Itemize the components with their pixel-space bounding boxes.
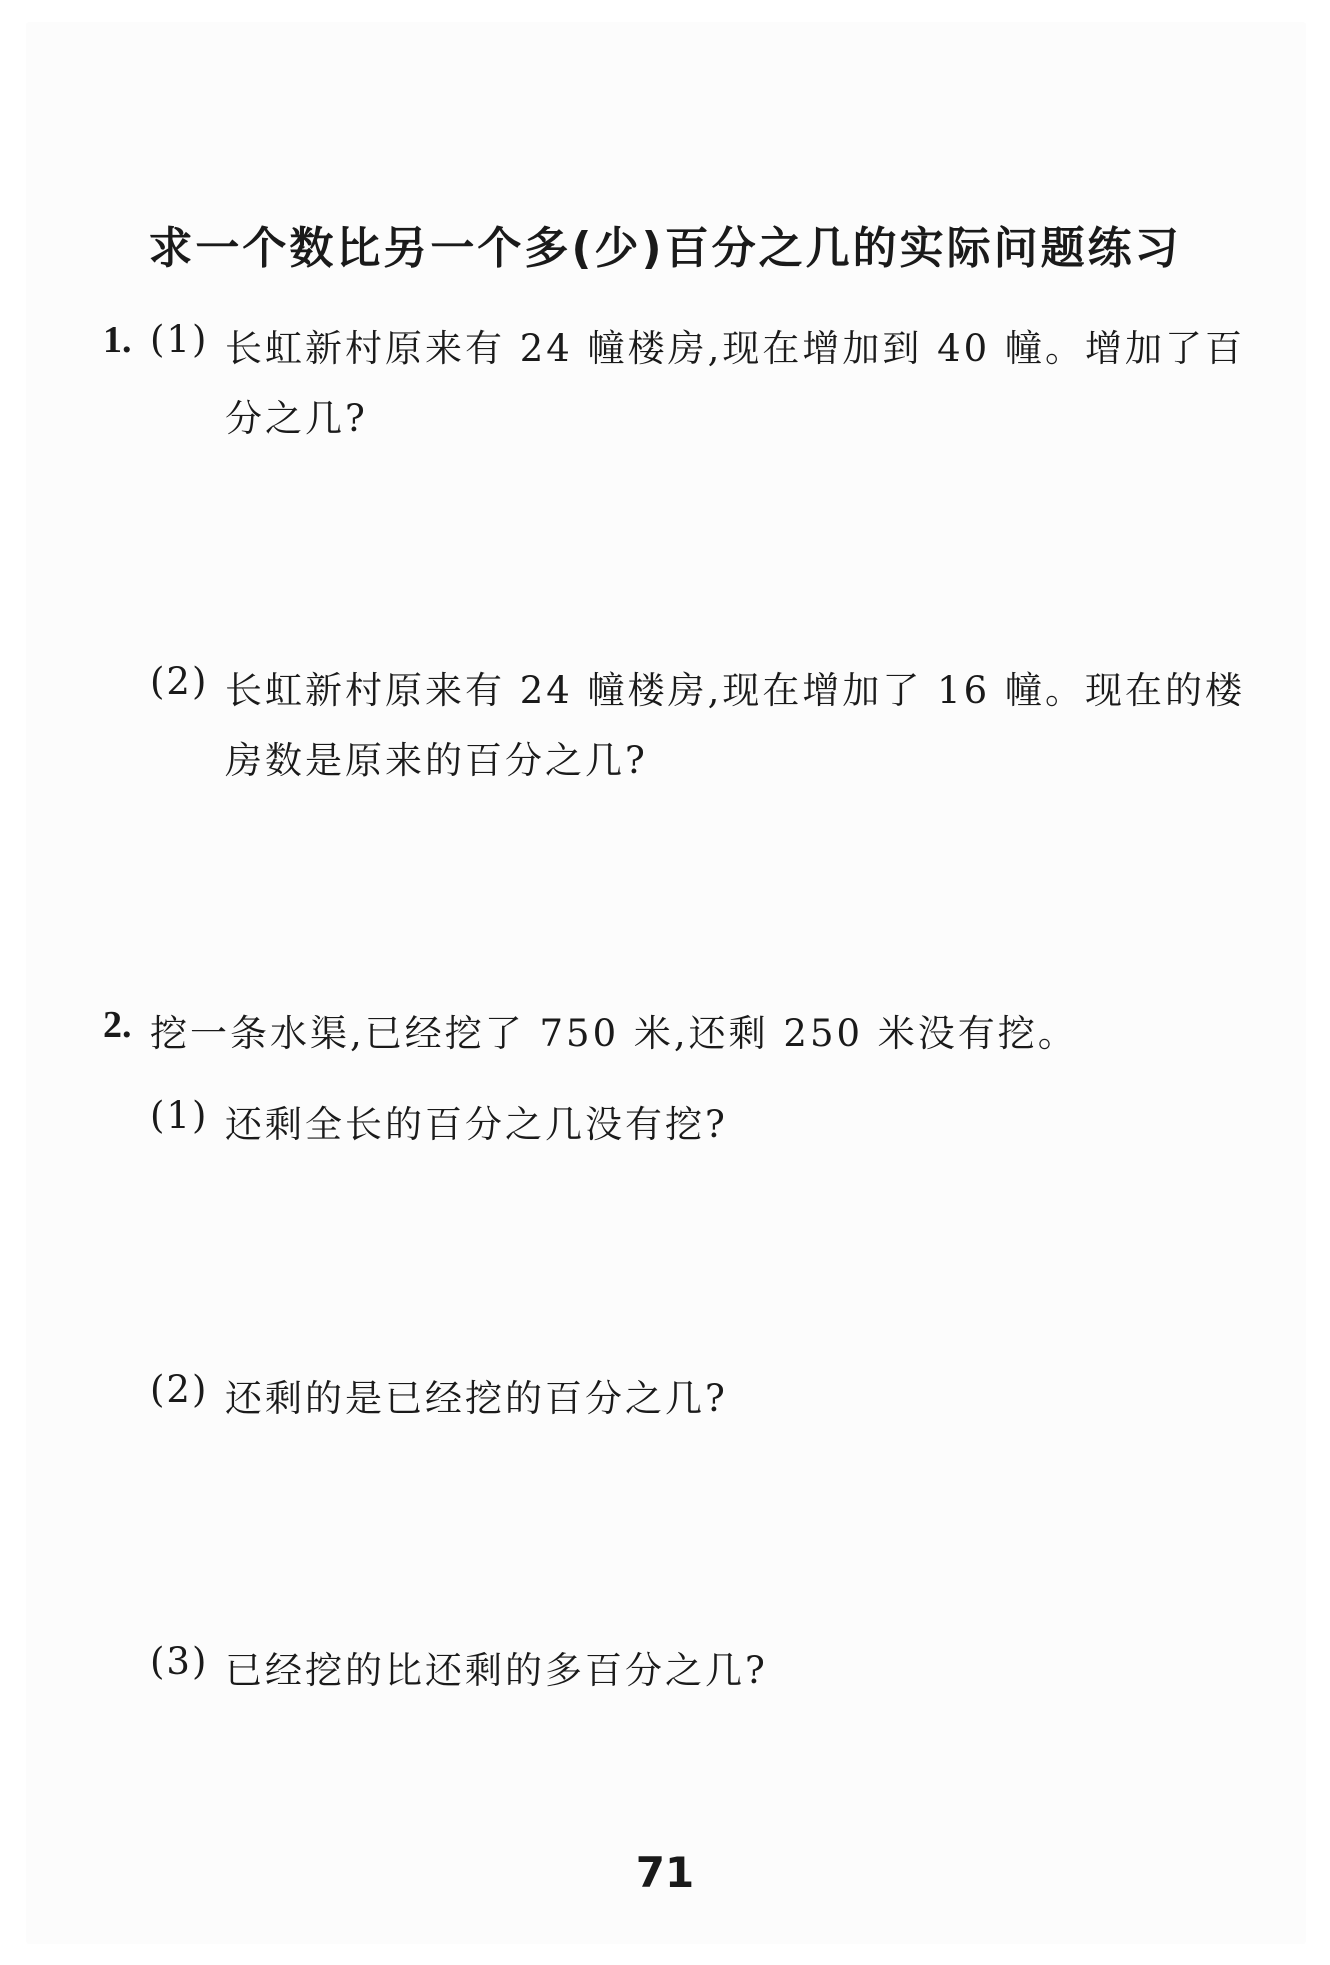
question-1-part-2-label: (2) (150, 660, 209, 703)
question-2-part-3-label: (3) (150, 1640, 209, 1683)
question-1-part-1-line-1: 长虹新村原来有 24 幢楼房,现在增加到 40 幢。增加了百 (225, 327, 1245, 370)
question-1-part-1-line-2: 分之几? (225, 397, 368, 440)
page-number: 71 (635, 1848, 695, 1897)
question-2-stem: 挖一条水渠,已经挖了 750 米,还剩 250 米没有挖。 (150, 1012, 1078, 1055)
question-1-number: 1. (103, 319, 132, 361)
question-1-part-2-line-1: 长虹新村原来有 24 幢楼房,现在增加了 16 幢。现在的楼 (225, 669, 1245, 712)
question-2-number: 2. (103, 1004, 132, 1046)
question-1-part-1-label: (1) (150, 318, 209, 361)
question-2-part-3-line-1: 已经挖的比还剩的多百分之几? (225, 1649, 768, 1692)
question-2-part-1-label: (1) (150, 1094, 209, 1137)
question-2-part-1-line-1: 还剩全长的百分之几没有挖? (225, 1103, 728, 1146)
question-1-part-2-line-2: 房数是原来的百分之几? (225, 739, 648, 782)
question-2-part-2-label: (2) (150, 1368, 209, 1411)
question-2-part-2-line-1: 还剩的是已经挖的百分之几? (225, 1377, 728, 1420)
page-title: 求一个数比另一个多(少)百分之几的实际问题练习 (148, 223, 1182, 274)
